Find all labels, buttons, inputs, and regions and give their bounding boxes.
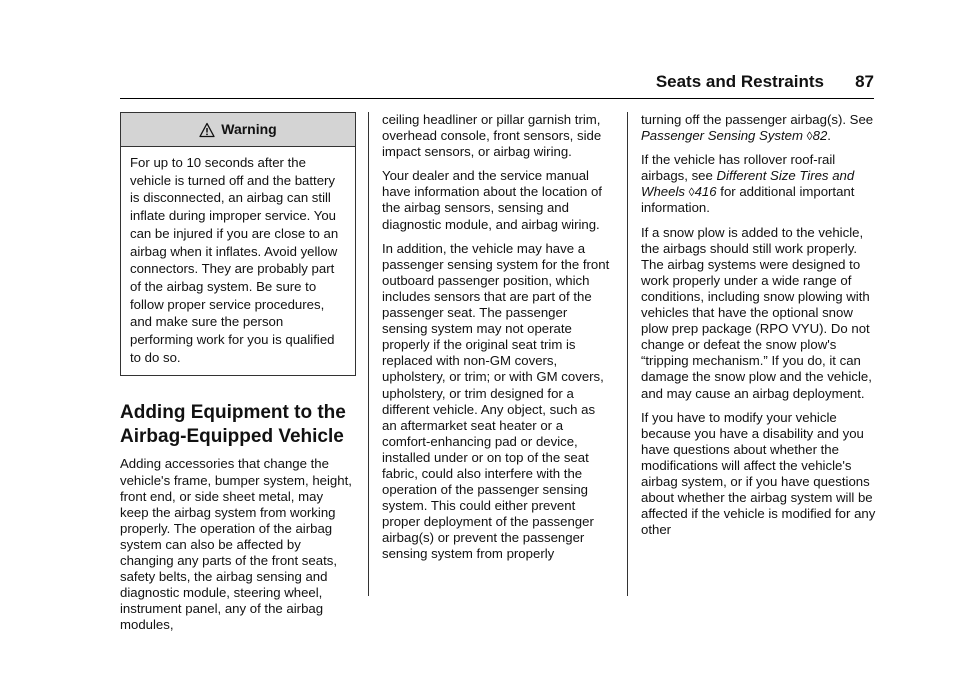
- column-divider-1: [368, 112, 369, 596]
- column-divider-2: [627, 112, 628, 596]
- reference-page-number[interactable]: 82: [812, 128, 828, 144]
- cross-reference-link[interactable]: Different Size Tires and Wheels: [641, 168, 855, 200]
- paragraph: If a snow plow is added to the vehicle, the airbags should still work properly. The airbag systems were designed to work properly under a wide range of conditions, including snow plowing with vehicles that have the optional snow plow prep package (RPO VYU). Do not change or defeat the snow plow's “tripping mechanism.” If you do, it can damage the snow plow and the vehicle, and may cause an airbag deployment.: [641, 224, 872, 401]
- page-header: [120, 72, 874, 99]
- reference-page-number[interactable]: 416: [694, 184, 717, 200]
- cross-reference-link[interactable]: Passenger Sensing System: [641, 128, 803, 144]
- paragraph-text: turning off the passenger airbag(s). See: [641, 112, 874, 127]
- warning-header: [121, 113, 355, 147]
- warning-label: Warning: [221, 121, 277, 138]
- warning-triangle-icon: [199, 122, 215, 138]
- page-reference-icon: ◊: [688, 185, 695, 200]
- page-number: 87: [855, 72, 874, 91]
- paragraph: If you have to modify your vehicle because you have a disability and you have questions about whether the modifications will affect the vehicle's airbag system, or if you have questions about whether the airbag system will be affected if the vehicle is modified for any other: [641, 409, 876, 538]
- page-reference-icon: ◊: [806, 129, 813, 144]
- paragraph: Your dealer and the service manual have information about the location of the airbag sensors, sensing and diagnostic module, and airbag wiring.: [382, 168, 602, 232]
- paragraph: ceiling headliner or pillar garnish trim, overhead console, front sensors, side impact sensors, or airbag wiring.: [382, 112, 602, 160]
- column-1: [120, 112, 355, 641]
- paragraph-text: for additional important information.: [641, 184, 855, 216]
- column-2: [382, 112, 612, 571]
- paragraph-text: .: [827, 128, 831, 144]
- paragraph: [641, 112, 877, 144]
- paragraph: [641, 152, 877, 216]
- paragraph-text: If the vehicle has rollover roof-rail airbags, see: [641, 152, 836, 184]
- paragraph: In addition, the vehicle may have a passenger sensing system for the front outboard passenger position, which includes sensors that are part of the passenger seat. The passenger sensing system may not operate properly if the original seat trim is replaced with non-GM covers, upholstery, or trim; or with GM covers, upholstery, or trim designed for a different vehicle. Any object, such as an aftermarket seat heater or a comfort-enhancing pad or device, installed under or on top of the seat fabric, could also interfere with the operation of the passenger sensing system. This could either prevent proper deployment of the passenger airbag(s) or prevent the passenger sensing system from properly: [382, 240, 610, 562]
- warning-box: [120, 112, 356, 376]
- paragraph: Adding accessories that change the vehicle's frame, bumper system, height, front end, or side sheet metal, may keep the airbag system from working properly. The operation of the airbag system can also be affected by changing any parts of the front seats, safety belts, the airbag sensing and diagnostic module, steering wheel, instrument panel, any of the airbag modules,: [120, 456, 352, 633]
- section-title: Adding Equipment to the Airbag-Equipped Vehicle: [120, 402, 346, 448]
- warning-text: For up to 10 seconds after the vehicle is turned off and the battery is disconnected, an airbag can still inflate during improper service. You can be injured if you are close to an airbag when it inflates. Avoid yellow connectors. They are probably part of the airbag system. Be sure to follow proper service procedures, and make sure the person performing work for you is qualified to do so.: [130, 155, 339, 365]
- section-header-title: Seats and Restraints: [655, 72, 824, 91]
- column-3: [641, 112, 877, 546]
